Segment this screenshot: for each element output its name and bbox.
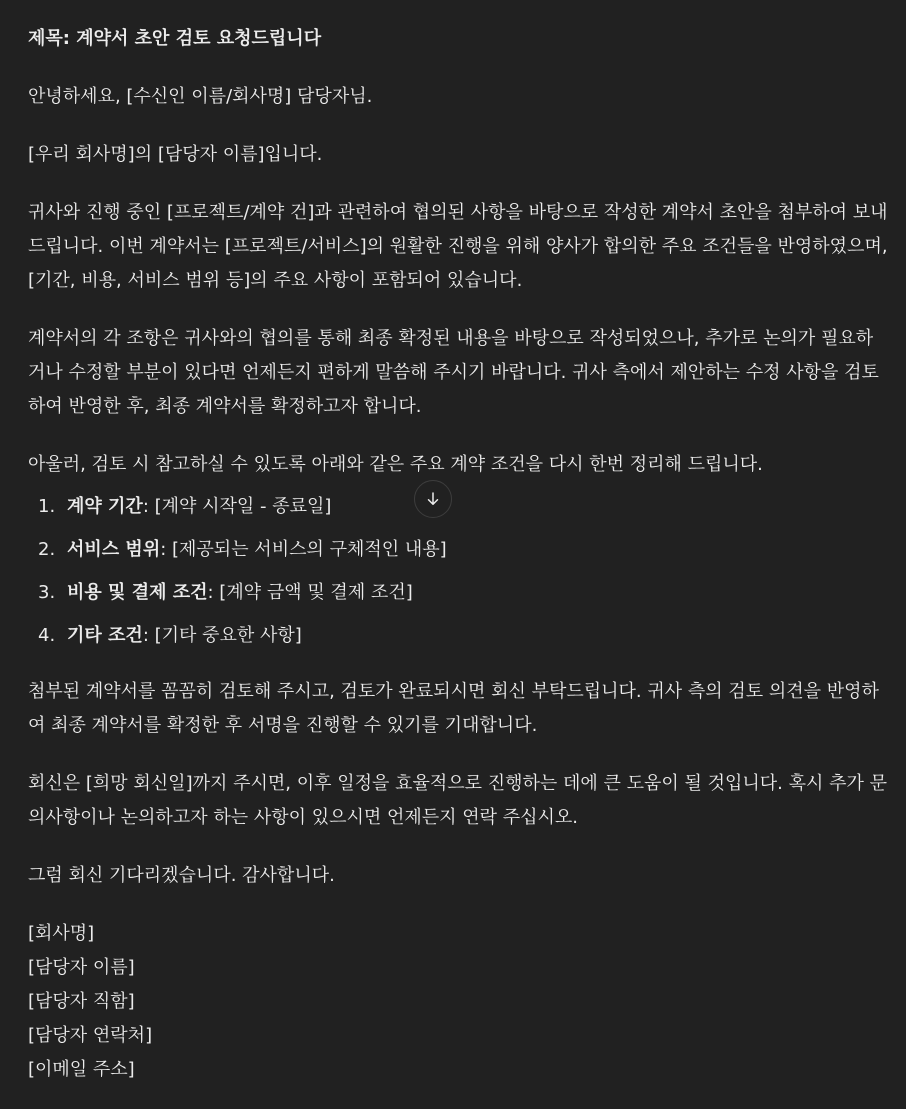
- term-label: 기타 조건: [67, 625, 143, 646]
- list-number: 4.: [38, 625, 56, 646]
- term-value: : [기타 중요한 사항]: [142, 625, 302, 646]
- list-number: 1.: [38, 496, 56, 517]
- term-value: : [계약 시작일 - 종료일]: [142, 496, 332, 517]
- signature-line: [담당자 직함]: [28, 991, 135, 1012]
- term-label: 서비스 범위: [67, 539, 161, 560]
- contract-terms-list: [28, 490, 890, 653]
- email-subject: 제목: 계약서 초안 검토 요청드립니다: [28, 28, 322, 49]
- list-item: [38, 576, 890, 610]
- signature-line: [이메일 주소]: [28, 1059, 135, 1080]
- term-label: 비용 및 결제 조건: [67, 582, 208, 603]
- email-closing: 그럼 회신 기다리겠습니다. 감사합니다.: [28, 865, 335, 886]
- assistant-message: [28, 22, 890, 1087]
- list-number: 3.: [38, 582, 56, 603]
- list-item: [38, 619, 890, 653]
- email-paragraph: 회신은 [희망 회신일]까지 주시면, 이후 일정을 효율적으로 진행하는 데에 큰 도움이 될 것입니다. 혹시 추가 문의사항이나 논의하고자 하는 사항이 있으시면 언제든지 연락 주십시오.: [28, 773, 887, 828]
- email-paragraph: 계약서의 각 조항은 귀사와의 협의를 통해 최종 확정된 내용을 바탕으로 작성되었으나, 추가로 논의가 필요하거나 수정할 부분이 있다면 언제든지 편하게 말씀해 주시기 바랍니다. 귀사 측에서 제안하는 수정 사항을 검토하여 반영한 후, 최종 계약서를 확정하고자 합니다.: [28, 328, 879, 417]
- term-value: : [제공되는 서비스의 구체적인 내용]: [160, 539, 447, 560]
- email-greeting: 안녕하세요, [수신인 이름/회사명] 담당자님.: [28, 86, 373, 107]
- list-number: 2.: [38, 539, 56, 560]
- term-value: : [계약 금액 및 결제 조건]: [207, 582, 413, 603]
- signature-line: [담당자 연락처]: [28, 1025, 153, 1046]
- email-paragraph: 첨부된 계약서를 꼼꼼히 검토해 주시고, 검토가 완료되시면 회신 부탁드립니다. 귀사 측의 검토 의견을 반영하여 최종 계약서를 확정한 후 서명을 진행할 수 있기를 기대합니다.: [28, 681, 879, 736]
- email-paragraph: 아울러, 검토 시 참고하실 수 있도록 아래와 같은 주요 계약 조건을 다시 한번 정리해 드립니다.: [28, 454, 763, 475]
- arrow-down-icon: [424, 490, 442, 508]
- email-intro: [우리 회사명]의 [담당자 이름]입니다.: [28, 144, 323, 165]
- term-label: 계약 기간: [67, 496, 143, 517]
- scroll-to-bottom-button[interactable]: [414, 480, 452, 518]
- email-signature: [28, 917, 890, 1087]
- list-item: [38, 533, 890, 567]
- signature-line: [담당자 이름]: [28, 957, 135, 978]
- signature-line: [회사명]: [28, 923, 95, 944]
- email-paragraph: 귀사와 진행 중인 [프로젝트/계약 건]과 관련하여 협의된 사항을 바탕으로 작성한 계약서 초안을 첨부하여 보내드립니다. 이번 계약서는 [프로젝트/서비스]의 원활한 진행을 위해 양사가 합의한 주요 조건들을 반영하였으며, [기간, 비용, 서비스 범위 등]의 주요 사항이 포함되어 있습니다.: [28, 202, 888, 291]
- list-item: [38, 490, 890, 524]
